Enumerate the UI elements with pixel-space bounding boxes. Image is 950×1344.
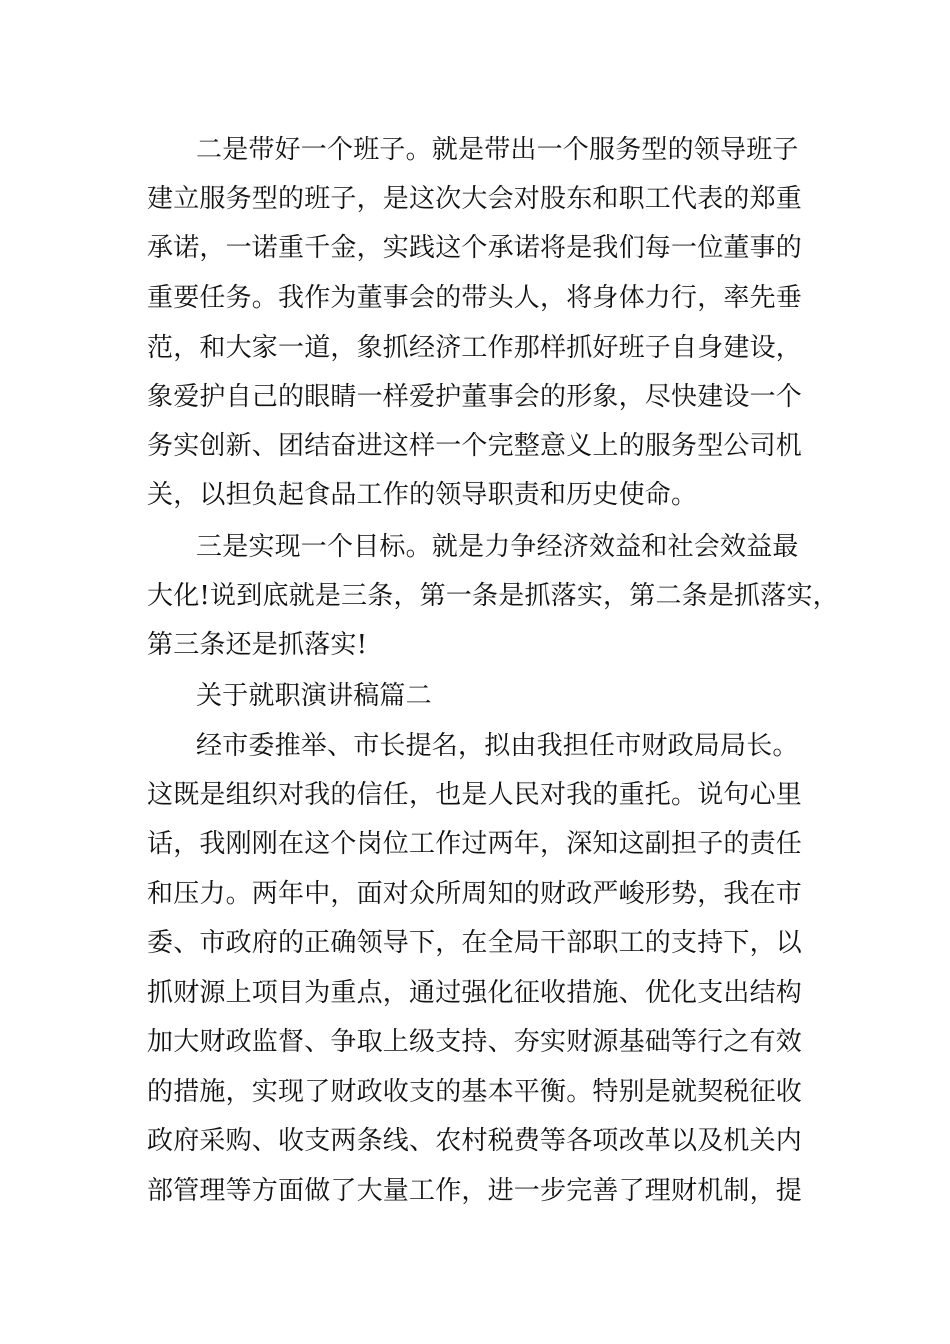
section-heading: 关于就职演讲稿篇二 [196, 681, 432, 711]
paragraph-line: 话，我刚刚在这个岗位工作过两年，深知这副担子的责任 [147, 829, 803, 859]
paragraph-line: 大化!说到底就是三条，第一条是抓落实，第二条是抓落实， [147, 581, 839, 611]
paragraph-line: 委、市政府的正确领导下，在全局干部职工的支持下，以 [147, 928, 803, 958]
paragraph-line: 抓财源上项目为重点，通过强化征收措施、优化支出结构 [147, 978, 803, 1008]
paragraph-line: 二是带好一个班子。就是带出一个服务型的领导班子 [196, 135, 799, 165]
paragraph-line: 加大财政监督、争取上级支持、夯实财源基础等行之有效 [147, 1027, 803, 1057]
paragraph-line: 政府采购、收支两条线、农村税费等各项改革以及机关内 [147, 1126, 803, 1156]
paragraph-line: 范，和大家一道，象抓经济工作那样抓好班子自身建设， [147, 333, 803, 363]
paragraph-line: 象爱护自己的眼睛一样爱护董事会的形象，尽快建设一个 [147, 382, 803, 412]
paragraph-line: 的措施，实现了财政收支的基本平衡。特别是就契税征收 [147, 1077, 803, 1107]
paragraph-line: 第三条还是抓落实! [147, 630, 368, 660]
paragraph-line: 经市委推举、市长提名，拟由我担任市财政局局长。 [196, 731, 799, 761]
paragraph-line: 关，以担负起食品工作的领导职责和历史使命。 [147, 480, 698, 510]
paragraph-line: 承诺，一诺重千金，实践这个承诺将是我们每一位董事的 [147, 233, 803, 263]
paragraph-line: 三是实现一个目标。就是力争经济效益和社会效益最 [196, 532, 799, 562]
paragraph-line: 这既是组织对我的信任，也是人民对我的重托。说句心里 [147, 780, 803, 810]
paragraph-line: 部管理等方面做了大量工作，进一步完善了理财机制，提 [147, 1176, 803, 1206]
paragraph-line: 务实创新、团结奋进这样一个完整意义上的服务型公司机 [147, 431, 803, 461]
paragraph-line: 和压力。两年中，面对众所周知的财政严峻形势，我在市 [147, 879, 803, 909]
paragraph-line: 重要任务。我作为董事会的带头人，将身体力行，率先垂 [147, 283, 803, 313]
paragraph-line: 建立服务型的班子，是这次大会对股东和职工代表的郑重 [147, 184, 803, 214]
